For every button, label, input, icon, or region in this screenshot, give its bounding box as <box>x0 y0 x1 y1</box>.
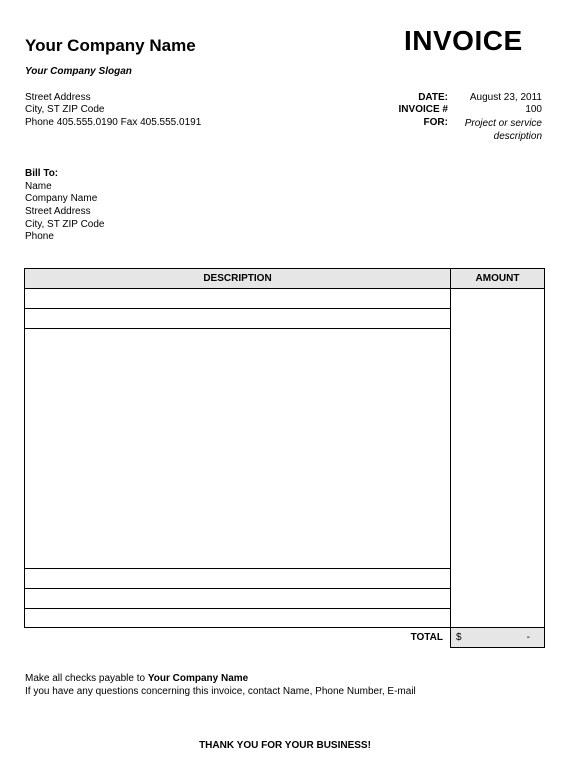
description-row-divider <box>24 328 451 329</box>
questions-line: If you have any questions concerning this invoice, contact Name, Phone Number, E-mail <box>25 686 416 697</box>
date-value: August 23, 2011 <box>469 92 542 103</box>
total-label: TOTAL <box>410 632 443 643</box>
date-label: DATE: <box>418 92 448 103</box>
thank-you-message: THANK YOU FOR YOUR BUSINESS! <box>199 740 371 751</box>
for-label: FOR: <box>423 117 448 128</box>
description-row-divider <box>24 608 451 609</box>
checks-payable-prefix: Make all checks payable to <box>25 673 148 684</box>
invoice-title: INVOICE <box>404 25 523 56</box>
bill-to-company: Company Name <box>25 193 98 204</box>
amount-header: AMOUNT <box>450 268 545 289</box>
for-value: Project or service description <box>464 118 542 142</box>
description-row-divider <box>24 588 451 589</box>
description-row-divider <box>24 568 451 569</box>
amount-column <box>450 288 545 628</box>
description-header: DESCRIPTION <box>24 268 451 289</box>
company-name: Your Company Name <box>25 36 196 55</box>
checks-payable-company: Your Company Name <box>147 673 249 684</box>
bill-to-city: City, ST ZIP Code <box>25 219 105 230</box>
invoice-number-label: INVOICE # <box>398 104 448 115</box>
company-phone-fax: Phone 405.555.0190 Fax 405.555.0191 <box>25 117 202 128</box>
invoice-number-value: 100 <box>525 104 542 115</box>
checks-payable-line <box>25 673 248 684</box>
description-row-divider <box>24 308 451 309</box>
company-slogan: Your Company Slogan <box>25 66 132 77</box>
bill-to-name: Name <box>25 181 52 192</box>
company-street: Street Address <box>25 92 91 103</box>
bill-to-phone: Phone <box>25 231 54 242</box>
bill-to-street: Street Address <box>25 206 91 217</box>
total-box <box>450 627 545 648</box>
company-city: City, ST ZIP Code <box>25 104 105 115</box>
total-currency: $ <box>456 632 462 643</box>
description-column <box>24 288 451 628</box>
total-value: - <box>526 632 530 643</box>
bill-to-label: Bill To: <box>25 168 59 179</box>
